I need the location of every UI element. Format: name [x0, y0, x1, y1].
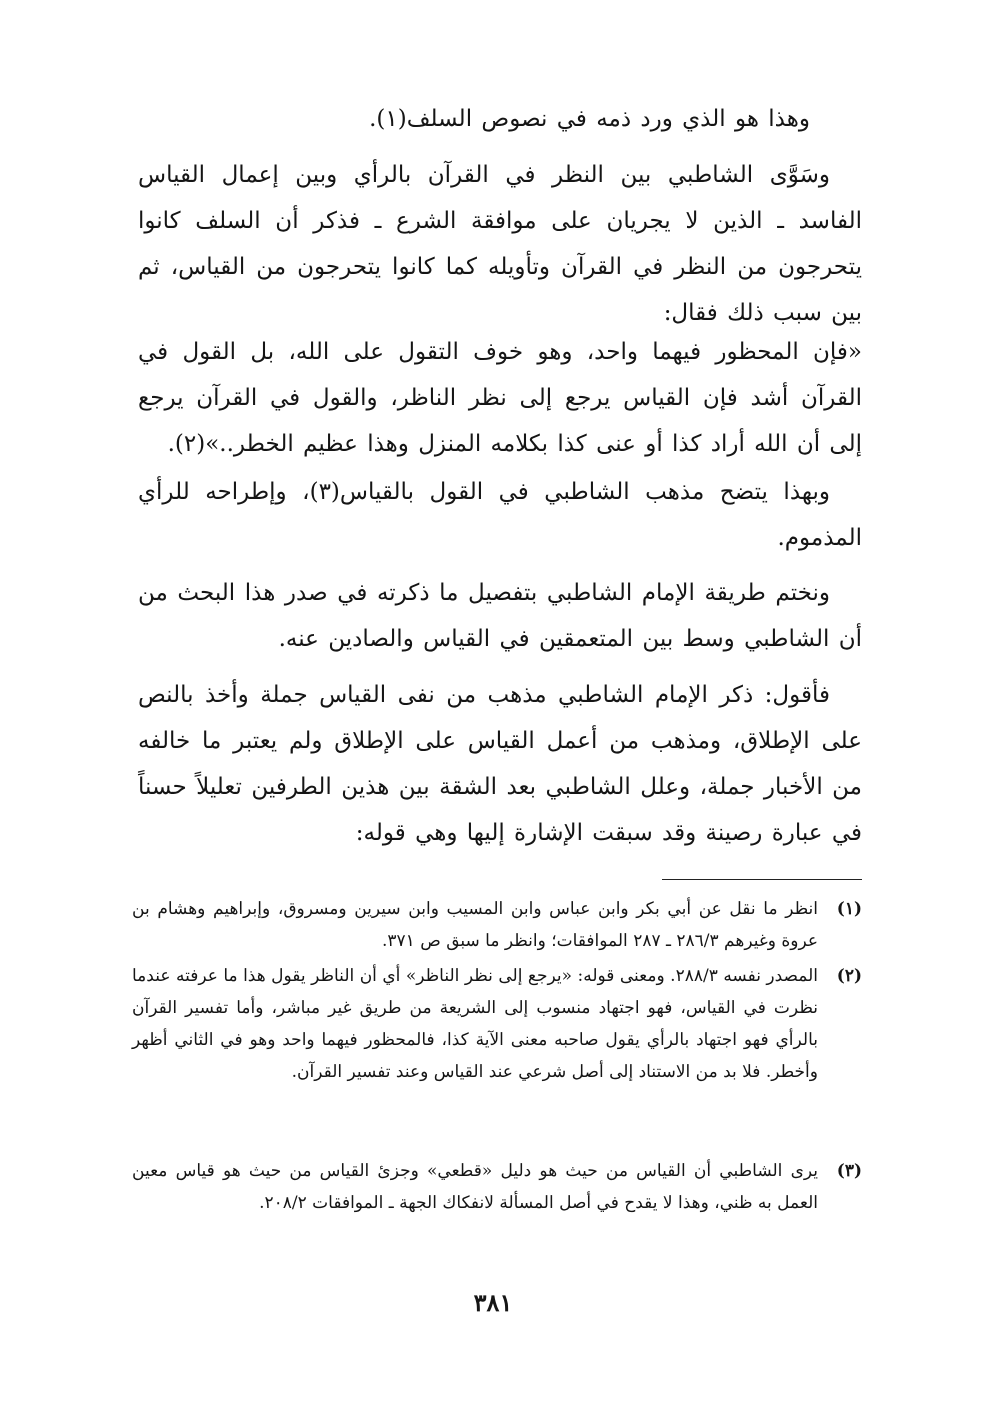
footnote-number: (٢)	[836, 966, 862, 986]
footnote-text: انظر ما نقل عن أبي بكر وابن عباس وابن المسيب وابن سيرين ومسروق، وإبراهيم وهشام بن عروة وغيرهم ٢٨٦/٣ ـ ٢٨٧ الموافقات؛ وانظر ما سبق ص ٣٧١.	[132, 899, 818, 951]
footnote-3	[132, 1155, 862, 1219]
footnote-2	[132, 960, 862, 1088]
footnote-number: (٣)	[836, 1161, 862, 1181]
page-number: ٣٨١	[473, 1288, 513, 1317]
footnote-text: يرى الشاطبي أن القياس من حيث هو دليل «قطعي» وجزئ القياس من حيث هو قياس معين العمل به ظني، وهذا لا يقدح في أصل المسألة لانفكاك الجهة ـ الموافقات ٢٠٨/٢.	[132, 1161, 818, 1213]
paragraph-2: وسَوَّى الشاطبي بين النظر في القرآن بالرأي وبين إعمال القياس الفاسد ـ الذين لا يجريان على موافقة الشرع ـ فذكر أن السلف كانوا يتحرجون من النظر في القرآن وتأويله كما كانوا يتحرجون من القياس، ثم بين سبب ذلك فقال:	[138, 162, 862, 326]
footnote-1	[132, 893, 862, 957]
footnote-text: المصدر نفسه ٢٨٨/٣. ومعنى قوله: «يرجع إلى نظر الناظر» أي أن الناظر يقول هذا ما عرفته عندما نظرت في القياس، فهو اجتهاد منسوب إلى الشريعة من طريق غير مباشر، وأما تفسير القرآن بالرأي فهو اجتهاد بالرأي يقول صاحبه معنى الآية كذا، فالمحظور فيهما واحد وهو في الثاني أظهر وأخطر. فلا بد من الاستناد إلى أصل شرعي عند القياس وعند تفسير القرآن.	[132, 966, 819, 1082]
paragraph-6: فأقول: ذكر الإمام الشاطبي مذهب من نفى القياس جملة وأخذ بالنص على الإطلاق، ومذهب من أعمل القياس على الإطلاق ولم يعتبر ما خالفه من الأخبار جملة، وعلل الشاطبي بعد الشقة بين هذين الطرفين تعليلاً حسناً في عبارة رصينة وقد سبقت الإشارة إليها وهي قوله:	[138, 682, 862, 846]
paragraph-1: وهذا هو الذي ورد ذمه في نصوص السلف(١).	[369, 106, 810, 132]
footnote-separator	[662, 879, 862, 880]
quotation-paragraph: «فإن المحظور فيهما واحد، وهو خوف التقول على الله، بل القول في القرآن أشد فإن القياس يرجع إلى نظر الناظر، والقول في القرآن يرجع إلى أن الله أراد كذا أو عنى كذا بكلامه المنزل وهذا عظيم الخطر..»(٢).	[138, 339, 862, 457]
footnote-number: (١)	[836, 899, 862, 919]
paragraph-5: ونختم طريقة الإمام الشاطبي بتفصيل ما ذكرته في صدر هذا البحث من أن الشاطبي وسط بين المتعمقين في القياس والصادين عنه.	[138, 580, 862, 652]
paragraph-4: وبهذا يتضح مذهب الشاطبي في القول بالقياس(٣)، وإطراحه للرأي المذموم.	[138, 479, 862, 551]
